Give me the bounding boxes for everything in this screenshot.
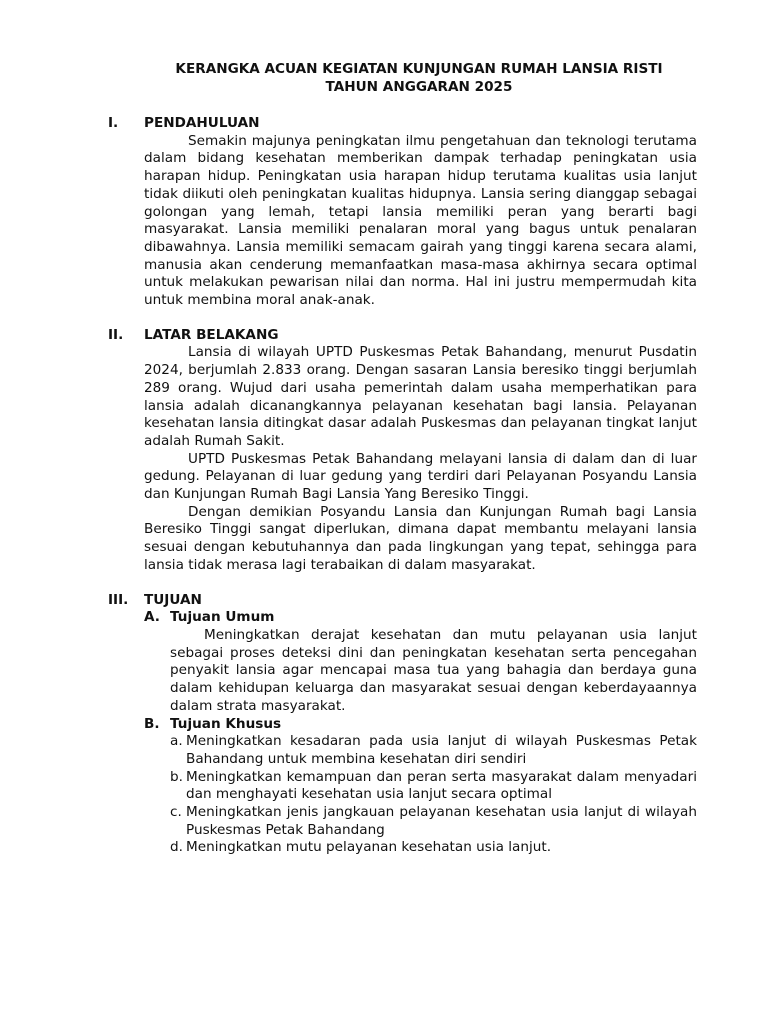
subsection-letter: A. [144, 609, 160, 626]
list-text: Meningkatkan kesadaran pada usia lanjut di wilayah Puskesmas Petak Bahandang untuk membina kesehatan diri sendiri [186, 733, 697, 767]
section-body [144, 344, 697, 574]
subsection-heading [144, 609, 697, 627]
section-number: III. [108, 591, 129, 608]
subsection-body [170, 733, 697, 857]
section-pendahuluan [108, 115, 696, 310]
section-heading [108, 115, 696, 133]
section-title: LATAR BELAKANG [144, 326, 279, 343]
subsection-heading [144, 716, 697, 734]
list-marker: a. [170, 733, 183, 750]
paragraph: UPTD Puskesmas Petak Bahandang melayani lansia di dalam dan di luar gedung. Pelayanan di luar gedung yang terdiri dari Pelayanan Posyandu Lansia dan Kunjungan Rumah Bagi Lansia Yang Beresiko Tinggi. [144, 450, 697, 503]
title-line-2: TAHUN ANGGARAN 2025 [325, 79, 513, 95]
document-title [108, 60, 730, 96]
paragraph: Dengan demikian Posyandu Lansia dan Kunjungan Rumah bagi Lansia Beresiko Tinggi sangat diperlukan, dimana dapat membantu melayani lansia sesuai dengan kebutuhannya dan pada lingkungan yang tepat, sehingga para lansia tidak merasa lagi terabaikan di dalam masyarakat. [144, 503, 697, 573]
subsection-letter: B. [144, 715, 160, 732]
paragraph: Semakin majunya peningkatan ilmu pengetahuan dan teknologi terutama dalam bidang kesehatan memberikan dampak terhadap peningkatan usia harapan hidup. Peningkatan usia harapan hidup terutama kualitas usia lanjut tidak diikuti oleh peningkatan kualitas hidupnya. Lansia sering dianggap sebagai golongan yang lemah, tetapi lansia memiliki peran yang berarti bagi masyarakat. Lansia memiliki penalaran moral yang bagus untuk penalaran dibawahnya. Lansia memiliki semacam gairah yang tinggi karena secara alami, manusia akan cenderung memanfaatkan masa-masa akhirnya secara optimal untuk melakukan pewarisan nilai dan norma. Hal ini justru mempermudah kita untuk membina moral anak-anak. [144, 132, 697, 309]
list-item [170, 804, 697, 839]
subsection-title: Tujuan Umum [170, 609, 275, 626]
subsection-title: Tujuan Khusus [170, 715, 282, 732]
list-item [170, 769, 697, 804]
section-heading [108, 592, 696, 610]
section-body [144, 133, 697, 310]
list-item [170, 733, 697, 768]
paragraph: Lansia di wilayah UPTD Puskesmas Petak Bahandang, menurut Pusdatin 2024, berjumlah 2.833 orang. Dengan sasaran Lansia beresiko tinggi berjumlah 289 orang. Wujud dari usaha pemerintah dalam usaha memperhatikan para lansia adalah dicanangkannya pelayanan kesehatan bagi lansia. Pelayanan kesehatan lansia ditingkat dasar adalah Puskesmas dan pelayanan tingkat lanjut adalah Rumah Sakit. [144, 344, 697, 449]
list-text: Meningkatkan kemampuan dan peran serta masyarakat dalam menyadari dan menghayati kesehatan usia lanjut secara optimal [186, 768, 697, 803]
list-marker: d. [170, 839, 183, 856]
subsection-body [170, 627, 697, 716]
list-marker: b. [170, 768, 183, 785]
title-line-1: KERANGKA ACUAN KEGIATAN KUNJUNGAN RUMAH LANSIA RISTI [175, 61, 663, 77]
list-marker: c. [170, 804, 182, 821]
objective-list [170, 733, 697, 857]
list-text: Meningkatkan mutu pelayanan kesehatan usia lanjut. [186, 839, 552, 856]
section-body [144, 609, 697, 857]
paragraph: Meningkatkan derajat kesehatan dan mutu pelayanan usia lanjut sebagai proses deteksi dini dan peningkatan kesehatan serta pencegahan penyakit lansia agar mencapai masa tua yang bahagia dan berdaya guna dalam kehidupan keluarga dan masyarakat sesuai dengan keberdayaannya dalam strata masyarakat. [170, 626, 697, 714]
section-tujuan [108, 592, 696, 858]
section-heading [108, 327, 696, 345]
section-latar-belakang [108, 327, 696, 575]
section-title: PENDAHULUAN [144, 115, 260, 131]
list-item [170, 839, 697, 857]
list-text: Meningkatkan jenis jangkauan pelayanan kesehatan usia lanjut di wilayah Puskesmas Petak Bahandang [186, 804, 697, 838]
section-number: II. [108, 326, 124, 343]
section-number: I. [108, 115, 119, 131]
section-title: TUJUAN [144, 591, 202, 608]
